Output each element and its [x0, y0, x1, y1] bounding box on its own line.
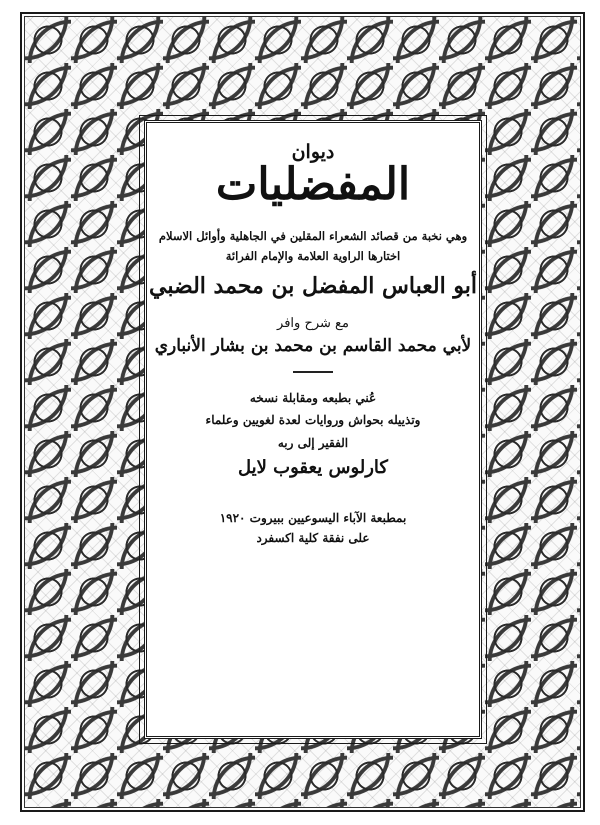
title-page: [20, 12, 585, 812]
press-imprint: بمطبعة الآباء اليسوعيين ببيروت ١٩٢٠: [219, 511, 407, 525]
title-panel: [144, 120, 482, 739]
edited-line-3: الفقير إلى ربه: [277, 436, 349, 450]
commentator-name: لأبي محمد القاسم بن محمد بن بشار الأنباري: [154, 336, 472, 356]
description-line-2: اختارها الراوية العلامة والإمام الفرائة: [225, 249, 401, 263]
editor-name: كارلوس يعقوب لايل: [238, 457, 388, 478]
divider: [293, 371, 333, 373]
commentary-label: مع شرح وافر: [277, 316, 349, 331]
description-line-1: وهي نخبة من قصائد الشعراء المقلين في الجاهلية وأوائل الاسلام: [158, 229, 468, 243]
author-name: أبو العباس المفضل بن محمد الضبي: [149, 273, 477, 299]
edited-line-1: عُني بطبعه ومقابلة نسخه: [249, 391, 377, 405]
diwan-label: ديوان: [291, 141, 335, 163]
edited-line-2: وتذييله بحواش وروايات لعدة لغويين وعلماء: [205, 413, 421, 427]
sponsor-line: على نفقة كلية اكسفرد: [256, 531, 370, 545]
book-title: المفضليات: [215, 159, 411, 210]
